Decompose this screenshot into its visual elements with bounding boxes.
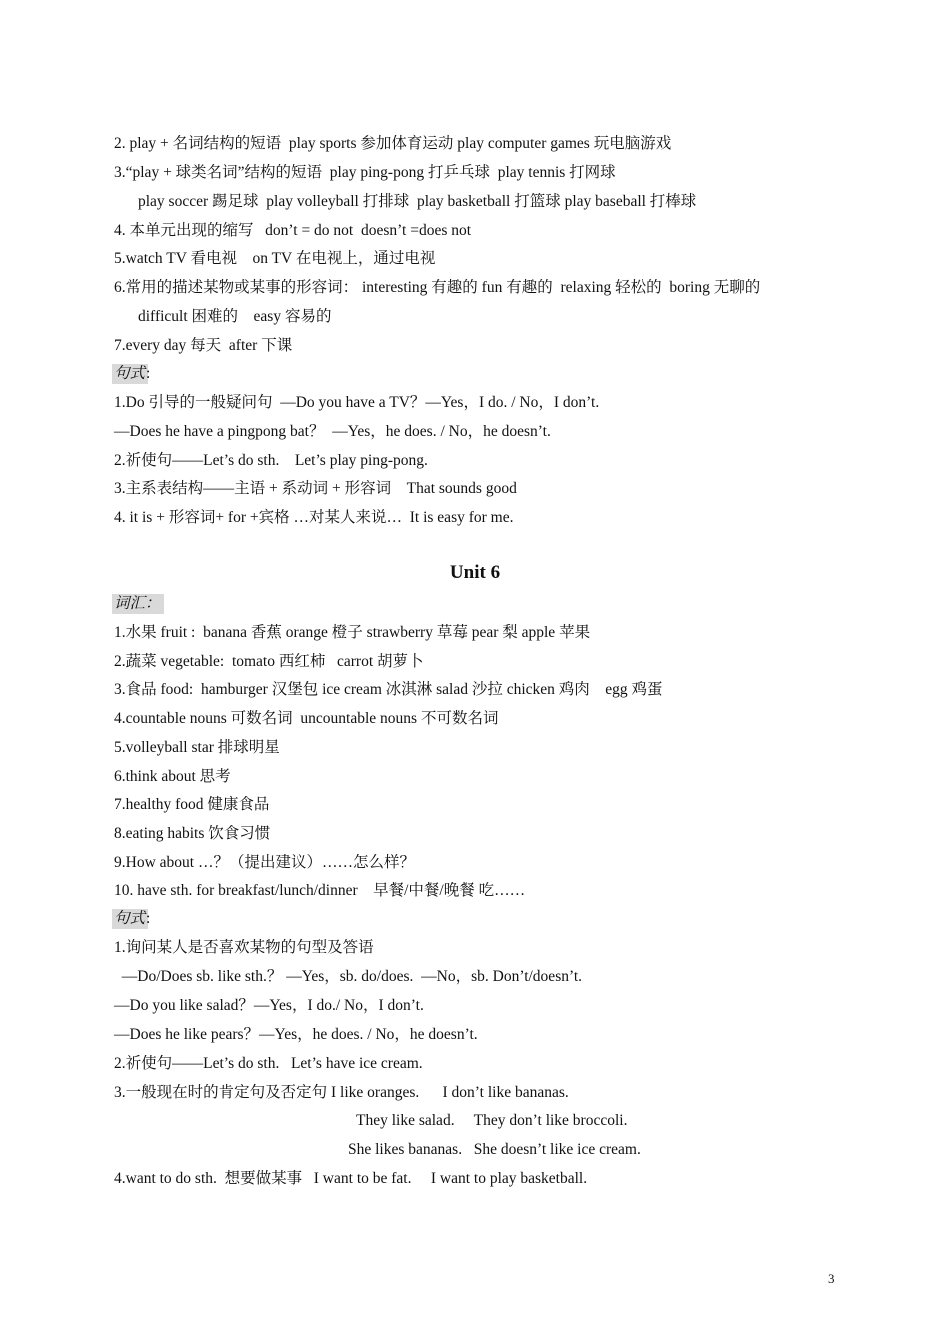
section-label-sentences: 句式 (112, 364, 148, 384)
text-line: 3.“play + 球类名词”结构的短语 play ping-pong 打乒乓球 play tennis 打网球 (114, 164, 616, 181)
text-line: 7.healthy food 健康食品 (114, 796, 270, 813)
text-line: 1.询问某人是否喜欢某物的句型及答语 (114, 939, 374, 956)
text-line: 5.volleyball star 排球明星 (114, 739, 280, 756)
text-line: —Do/Does sb. like sth.？ —Yes，sb. do/does. —No，sb. Don’t/doesn’t. (114, 968, 583, 985)
text-line: 2.祈使句——Let’s do sth. Let’s have ice cream. (114, 1055, 423, 1072)
text-line: 1.Do 引导的一般疑问句 —Do you have a TV？—Yes，I do. / No，I don’t. (114, 394, 600, 411)
text-line: 6.常用的描述某物或某事的形容词： interesting 有趣的 fun 有趣的 relaxing 轻松的 boring 无聊的 (114, 279, 761, 296)
example-line: She likes bananas. She doesn’t like ice cream. (348, 1141, 641, 1158)
text-line: 3.食品 food: hamburger 汉堡包 ice cream 冰淇淋 salad 沙拉 chicken 鸡肉 egg 鸡蛋 (114, 681, 663, 698)
label-colon: : (146, 365, 151, 382)
text-line: 2.蔬菜 vegetable: tomato 西红柿 carrot 胡萝卜 (114, 653, 424, 670)
text-line: 4.want to do sth. 想要做某事 I want to be fat. I want to play basketball. (114, 1170, 588, 1187)
page-number: 3 (828, 1271, 835, 1286)
text-line: 10. have sth. for breakfast/lunch/dinner 早餐/中餐/晚餐 吃…… (114, 882, 526, 899)
label-colon: : (146, 910, 151, 927)
text-line: 2.祈使句——Let’s do sth. Let’s play ping-pong. (114, 452, 428, 469)
text-line: 3.主系表结构——主语 + 系动词 + 形容词 That sounds good (114, 480, 517, 497)
text-line: 4.countable nouns 可数名词 uncountable nouns 不可数名词 (114, 710, 499, 727)
text-line: —Do you like salad？—Yes，I do./ No，I don’t. (114, 997, 424, 1014)
text-line: 4. it is + 形容词+ for +宾格 …对某人来说… It is easy for me. (114, 509, 514, 526)
text-line: 5.watch TV 看电视 on TV 在电视上，通过电视 (114, 250, 436, 267)
text-line: —Does he have a pingpong bat？ —Yes，he does. / No，he doesn’t. (114, 423, 551, 440)
text-line: 7.every day 每天 after 下课 (114, 337, 293, 354)
text-line: 9.How about …？（提出建议）……怎么样？ (114, 854, 415, 871)
text-line: 3.一般现在时的肯定句及否定句 I like oranges. I don’t like bananas. (114, 1084, 569, 1101)
text-line: 1.水果 fruit : banana 香蕉 orange 橙子 strawberry 草莓 pear 梨 apple 苹果 (114, 624, 591, 641)
text-line: play soccer 踢足球 play volleyball 打排球 play basketball 打篮球 play baseball 打棒球 (138, 193, 697, 210)
example-line: They like salad. They don’t like broccoli. (356, 1112, 628, 1129)
text-line: 8.eating habits 饮食习惯 (114, 825, 271, 842)
section-label-vocabulary: 词汇： (112, 594, 164, 614)
text-line: difficult 困难的 easy 容易的 (138, 308, 332, 325)
text-line: —Does he like pears？—Yes，he does. / No，he doesn’t. (114, 1026, 478, 1043)
text-line: 4. 本单元出现的缩写 don’t = do not doesn’t =does not (114, 222, 472, 239)
text-line: 6.think about 思考 (114, 768, 231, 785)
text-line: 2. play + 名词结构的短语 play sports 参加体育运动 play computer games 玩电脑游戏 (114, 135, 672, 152)
unit-title: Unit 6 (449, 562, 501, 583)
section-label-sentences: 句式 (112, 909, 148, 929)
